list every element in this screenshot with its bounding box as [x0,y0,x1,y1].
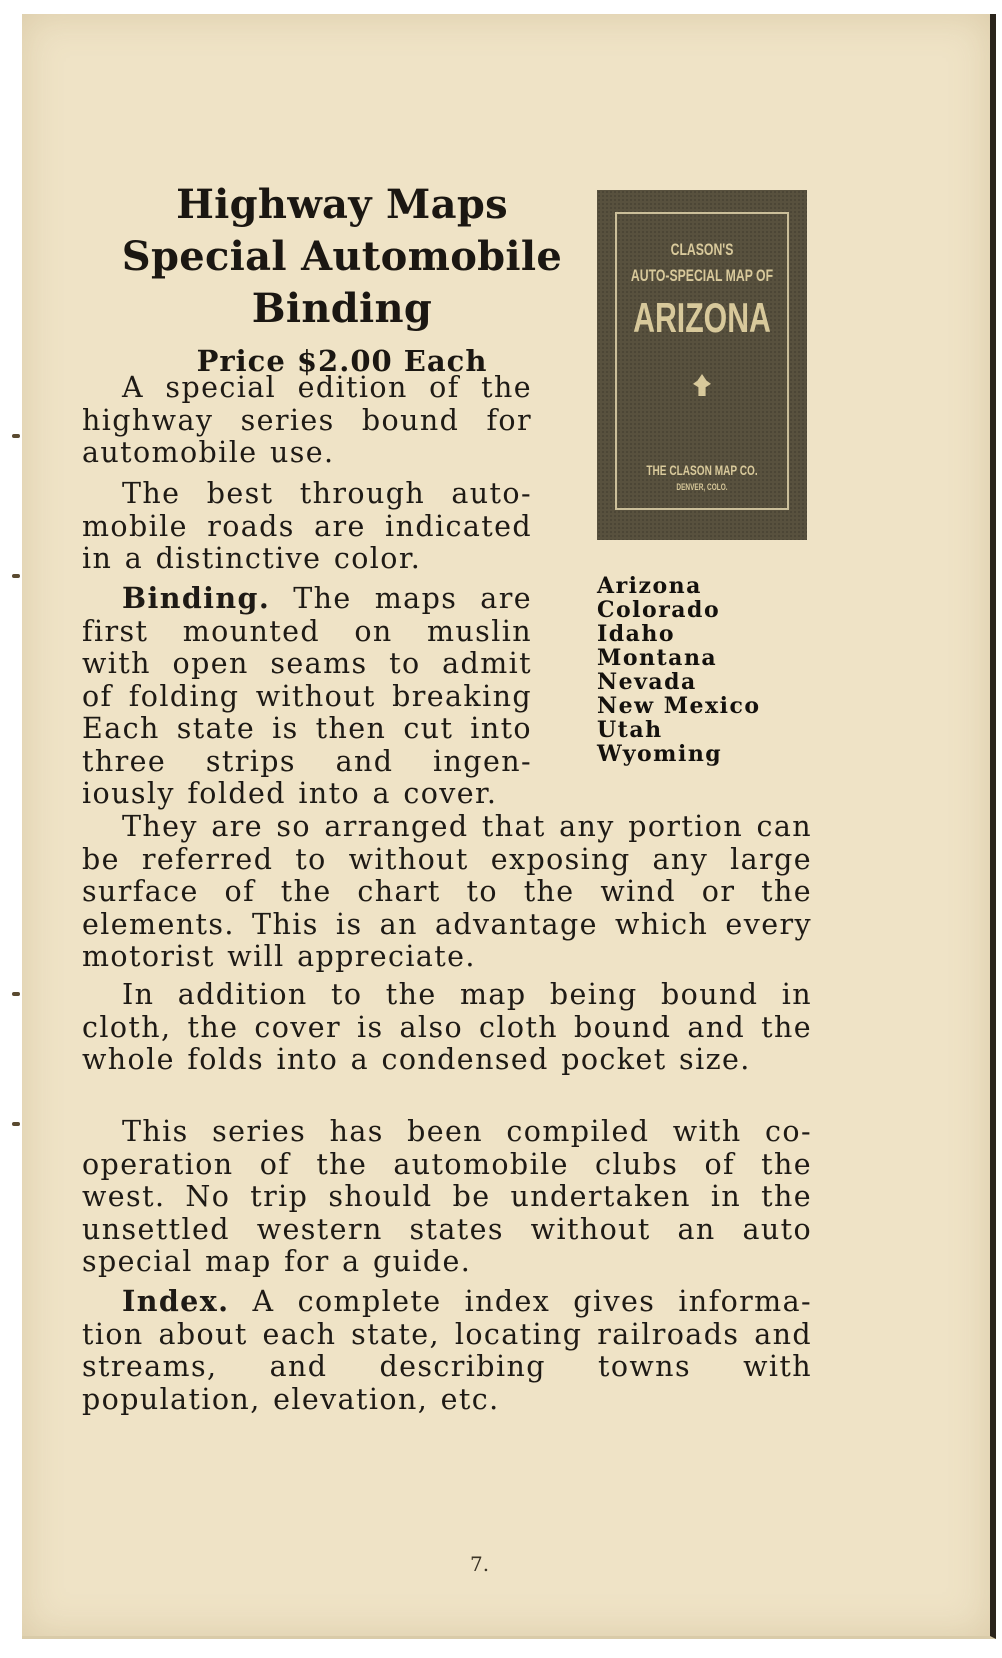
spine-mark [12,1122,20,1126]
binding-label: Binding. [122,581,271,615]
state-item: Montana [597,645,718,671]
index-label: Index. [122,1284,230,1318]
map-cover-image [597,190,807,540]
price-line: Price $2.00 Each [196,344,488,378]
state-item: Arizona [597,573,702,599]
spine-mark [12,434,20,438]
states-list [597,574,761,766]
cover-subtitle: AUTO-SPECIAL MAP OF [630,266,774,285]
paragraph-arrangement: They are so arranged that any portion can be referred to without exposing any large surface of the chart to the wind or the elements. This is an advantage which every motorist will appreciate. [82,810,812,973]
index-text: A complete index gives informa-tion about each state, locating railroads and streams, and describing towns with population, elevation, etc. [82,1285,812,1416]
paragraph-intro: A special edition of the highway series bound for automobile use. [82,371,532,469]
title-line-2: Special Automobile [121,233,563,280]
title-line-3: Binding [251,285,433,332]
paragraph-binding [82,582,532,811]
paragraph-cloth: In addition to the map being bound in cloth, the cover is also cloth bound and the whole folds into a condensed pocket size. [82,978,812,1076]
binding-text: The maps are first mounted on muslin with open seams to admit of folding without breaking Each state is then cut into three strips and ingen-iously folded into a cover. [82,582,532,810]
paragraph-index [82,1285,812,1416]
heading-block [117,179,567,381]
state-item: Utah [597,717,663,743]
cover-publisher: THE CLASON MAP CO. [646,462,758,478]
spine-mark [12,992,20,996]
paragraph-roads: The best through auto-mobile roads are indicated in a distinctive color. [82,477,532,575]
state-item: New Mexico [597,693,761,719]
cover-brand: CLASON'S [670,240,734,259]
state-item: Wyoming [597,741,723,767]
state-item: Idaho [597,621,676,647]
title-line-1: Highway Maps [176,181,508,228]
spine-mark [12,574,20,578]
cover-city: DENVER, COLO. [676,482,728,492]
state-item: Colorado [597,597,721,623]
booklet-page [22,14,996,1639]
state-item: Nevada [597,669,697,695]
paragraph-cooperation: This series has been compiled with co-operation of the automobile clubs of the west. No trip should be undertaken in the unsettled western states without an auto special map for a guide. [82,1115,812,1278]
page-number: 7. [470,1552,490,1576]
cover-state: ARIZONA [633,294,771,341]
